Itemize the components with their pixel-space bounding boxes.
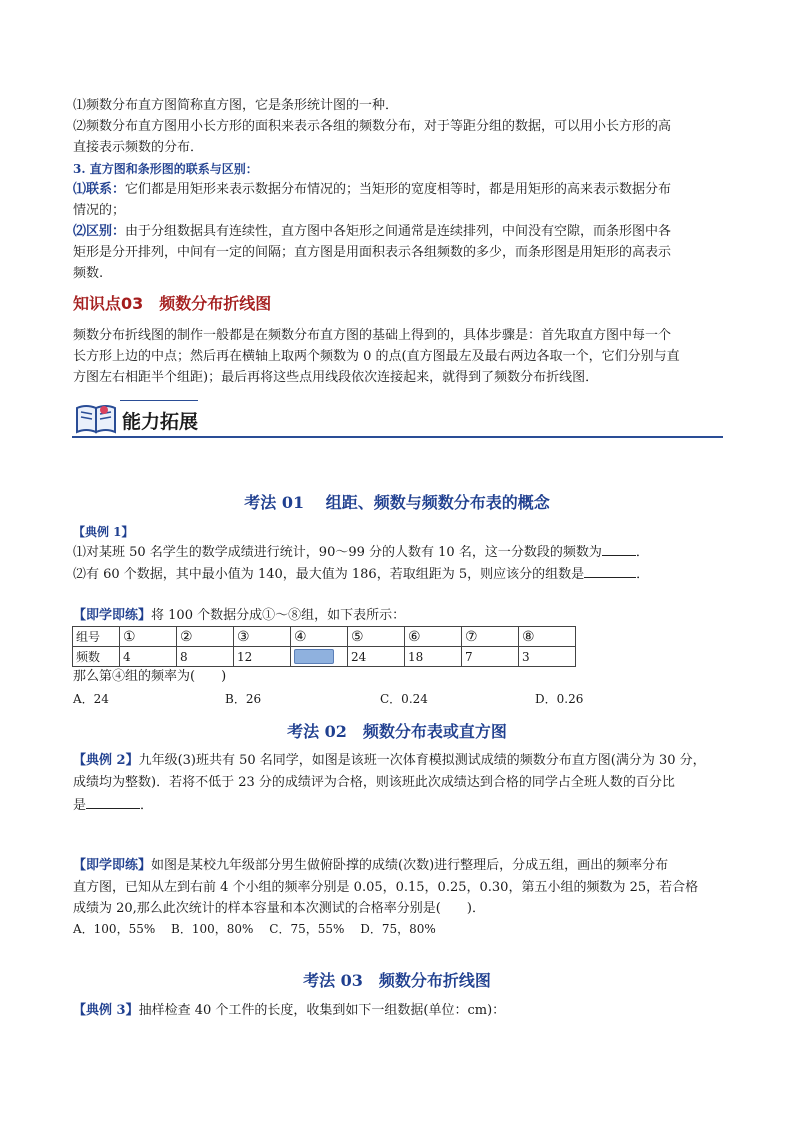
- example-2-text-3: 是: [73, 798, 87, 813]
- example-1-q2-text: ⑵有 60 个数据，其中最小值为 140，最大值为 186，若取组距为 5，则应该分的组数是: [73, 567, 585, 582]
- drill-2-label: 【即学即练】: [73, 858, 152, 873]
- example-2-line-2: 成绩均为整数)．若将不低于 23 分的成绩评为合格，则该班此次成绩达到合格的同学占全班人数的百分比: [73, 775, 675, 790]
- table-cell: 7: [462, 647, 519, 667]
- difference-label: ⑵区别：: [73, 224, 126, 239]
- kp3-paragraph-2: 长方形上边的中点；然后再在横轴上取两个频数为 0 的点(直方图最左及最右两边各取一个，它们分别与直: [73, 349, 680, 364]
- intro-line-2b: 直接表示频数的分布．: [73, 140, 204, 155]
- difference-line-3: 频数.: [73, 266, 104, 281]
- kp3-paragraph-1: 频数分布折线图的制作一般都是在频数分布直方图的基础上得到的，具体步骤是：首先取直方图中每一个: [73, 328, 672, 343]
- example-1-label: 【典例 1】: [73, 525, 134, 539]
- table-row-groups: [73, 627, 576, 647]
- highlighted-unknown-cell[interactable]: [294, 649, 334, 664]
- option-c[interactable]: C．0.24: [380, 692, 428, 706]
- table-cell: 24: [348, 647, 405, 667]
- knowledge-point-03-heading: 知识点03 频数分布折线图: [73, 294, 272, 313]
- example-2-line-3: 是 ．: [73, 798, 154, 813]
- table-head-group: 组号: [73, 627, 120, 647]
- answer-blank-1[interactable]: [602, 543, 636, 556]
- frequency-table: [72, 626, 576, 667]
- table-cell: 12: [234, 647, 291, 667]
- option-b[interactable]: B．26: [225, 692, 262, 706]
- example-2-text-1: 九年级(3)班共有 50 名同学，如图是该班一次体育模拟测试成绩的频数分布直方图(满分为 30 分，: [138, 753, 706, 768]
- banner-top-line: [120, 400, 198, 401]
- table-cell: ⑤: [348, 627, 405, 647]
- example-3-label: 【典例 3】: [73, 1003, 139, 1018]
- difference-line-2: 矩形是分开排列，中间有一定的间隔；直方图是用面积表示各组频数的多少，而条形图是用矩形的高表示: [73, 245, 672, 260]
- table-cell: ⑥: [405, 627, 462, 647]
- example-2-label: 【典例 2】: [73, 753, 139, 768]
- example-3-line-1: [73, 1002, 728, 1020]
- table-cell: ⑦: [462, 627, 519, 647]
- option-a[interactable]: A．24: [73, 692, 109, 706]
- example-2-line-1: [73, 752, 728, 770]
- difference-text-1: 由于分组数据具有连续性，直方图中各矩形之间通常是连续排列，中间没有空隙，而条形图中各: [125, 224, 672, 239]
- table-cell: 3: [519, 647, 576, 667]
- contact-label: ⑴联系：: [73, 182, 126, 197]
- table-cell: ⑧: [519, 627, 576, 647]
- example-1-q1-text: ⑴对某班 50 名学生的数学成绩进行统计，90～99 分的人数有 10 名，这一分数段的频数为: [73, 545, 602, 560]
- drill-1-label: 【即学即练】: [73, 608, 152, 623]
- ability-banner: [72, 396, 723, 438]
- answer-blank-2[interactable]: [584, 565, 636, 578]
- table-cell: ①: [120, 627, 177, 647]
- drill-2-line-3: 成绩为 20,那么此次统计的样本容量和本次测试的合格率分别是( )．: [73, 901, 485, 916]
- answer-blank-3[interactable]: [86, 796, 140, 809]
- drill-1-line: [73, 607, 728, 625]
- method-03-title: 考法 03 频数分布折线图: [303, 971, 491, 990]
- method-01-title: 考法 01 组距、频数与频数分布表的概念: [244, 493, 550, 512]
- drill-2-line-1: [73, 857, 728, 875]
- section-3-heading: 3. 直方图和条形图的联系与区别：: [73, 162, 258, 176]
- ability-title: 能力拓展: [122, 411, 199, 433]
- contact-line-1: [73, 181, 728, 199]
- intro-line-1: ⑴频数分布直方图简称直方图，它是条形统计图的一种．: [73, 98, 399, 113]
- table-cell: ④: [291, 627, 348, 647]
- contact-line-2: 情况的；: [73, 203, 126, 218]
- option-d[interactable]: D．0.26: [535, 692, 584, 706]
- drill-2-options[interactable]: A．100，55% B．100，80% C．75，55% D．75，80%: [73, 922, 436, 936]
- table-row-frequencies: [73, 647, 576, 667]
- table-cell: ②: [177, 627, 234, 647]
- table-head-frequency: 频数: [73, 647, 120, 667]
- drill-1-question: 那么第④组的频率为( ): [73, 669, 227, 684]
- example-1-q1: ⑴对某班 50 名学生的数学成绩进行统计，90～99 分的人数有 10 名，这一分数段的频数为 ．: [73, 545, 649, 560]
- table-cell: 18: [405, 647, 462, 667]
- drill-1-text: 将 100 个数据分成①～⑧组，如下表所示：: [151, 608, 406, 623]
- table-cell: ③: [234, 627, 291, 647]
- example-1-q2: ⑵有 60 个数据，其中最小值为 140，最大值为 186，若取组距为 5，则应该分的组数是 ．: [73, 567, 650, 582]
- intro-line-2a: ⑵频数分布直方图用小长方形的面积来表示各组的频数分布，对于等距分组的数据，可以用小长方形的高: [73, 119, 672, 134]
- banner-underline: [72, 436, 723, 438]
- table-cell-unknown: [291, 647, 348, 667]
- difference-line-1: [73, 223, 728, 241]
- contact-text-1: 它们都是用矩形来表示数据分布情况的；当矩形的宽度相等时，都是用矩形的高来表示数据分布: [125, 182, 672, 197]
- open-book-icon: [74, 400, 118, 436]
- table-cell: 4: [120, 647, 177, 667]
- method-02-title: 考法 02 频数分布表或直方图: [287, 722, 507, 741]
- example-3-text-1: 抽样检查 40 个工件的长度，收集到如下一组数据(单位：cm)：: [138, 1003, 506, 1018]
- drill-2-line-2: 直方图，已知从左到右前 4 个小组的频率分别是 0.05，0.15，0.25，0.30，第五小组的频数为 25，若合格: [73, 880, 699, 895]
- kp3-paragraph-3: 方图左右相距半个组距)；最后再将这些点用线段依次连接起来，就得到了频数分布折线图．: [73, 370, 599, 385]
- table-cell: 8: [177, 647, 234, 667]
- drill-2-text-1: 如图是某校九年级部分男生做俯卧撑的成绩(次数)进行整理后，分成五组，画出的频率分布: [151, 858, 669, 873]
